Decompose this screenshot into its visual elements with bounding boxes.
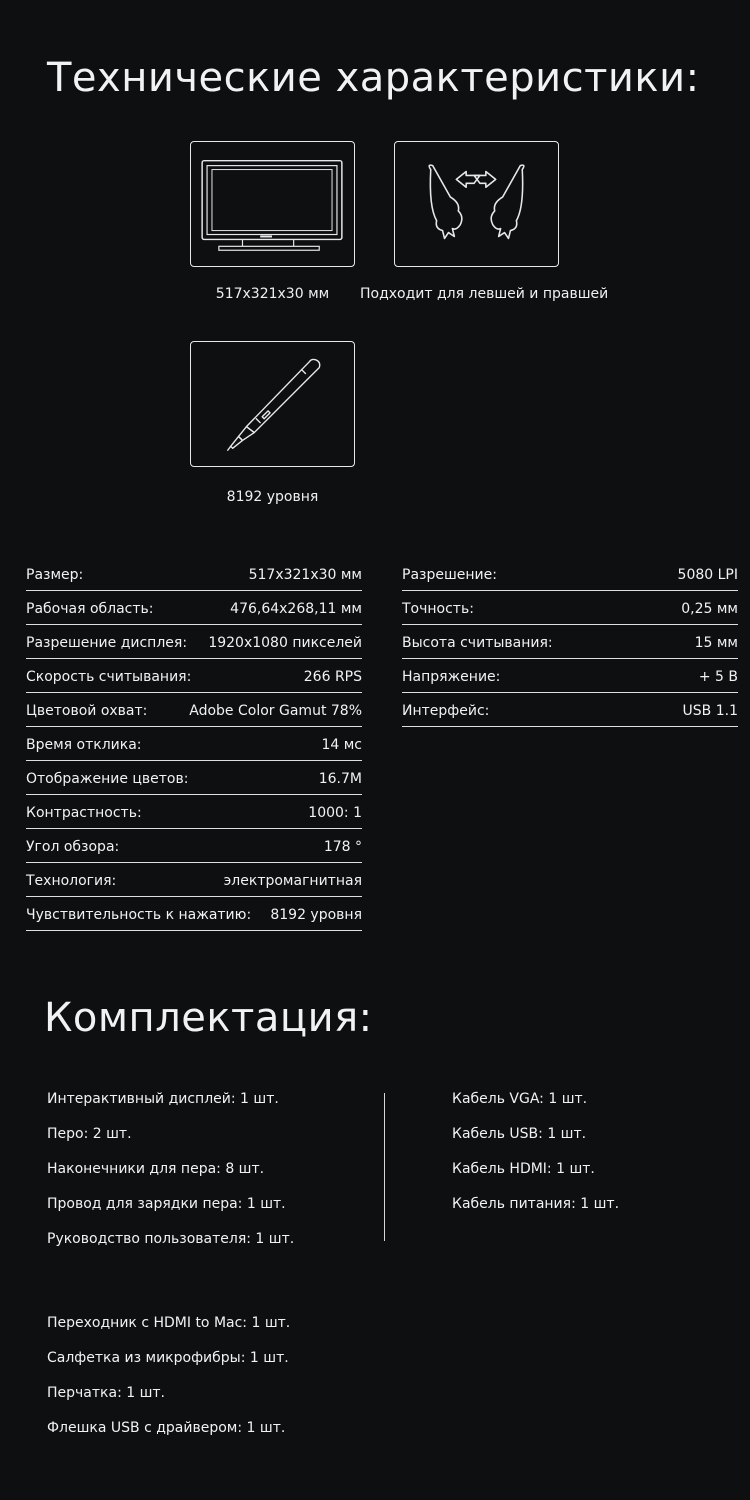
list-item: Руководство пользователя: 1 шт. bbox=[47, 1231, 295, 1247]
list-item: Перо: 2 шт. bbox=[47, 1126, 132, 1142]
spec-row bbox=[402, 625, 738, 659]
spec-value: 476,64x268,11 мм bbox=[230, 600, 362, 617]
kit-title: Комплектация: bbox=[44, 995, 373, 1041]
spec-value: 15 мм bbox=[694, 634, 738, 651]
list-item: Кабель питания: 1 шт. bbox=[452, 1196, 620, 1212]
spec-label: Рабочая область: bbox=[26, 600, 154, 617]
specs-title: Технические характеристики: bbox=[47, 55, 700, 101]
list-item: Флешка USB с драйвером: 1 шт. bbox=[47, 1420, 286, 1436]
list-item: Перчатка: 1 шт. bbox=[47, 1385, 166, 1401]
spec-label: Размер: bbox=[26, 566, 84, 583]
spec-row bbox=[402, 693, 738, 727]
spec-value: USB 1.1 bbox=[682, 702, 738, 719]
spec-value: 16.7M bbox=[318, 770, 362, 787]
spec-row bbox=[26, 829, 362, 863]
spec-row bbox=[26, 659, 362, 693]
feature-card-hands bbox=[394, 141, 559, 267]
spec-label: Контрастность: bbox=[26, 804, 142, 821]
spec-label: Точность: bbox=[402, 600, 474, 617]
spec-row bbox=[26, 693, 362, 727]
pen-icon bbox=[191, 342, 354, 466]
spec-value: Adobe Color Gamut 78% bbox=[189, 702, 362, 719]
list-item: Салфетка из микрофибры: 1 шт. bbox=[47, 1350, 289, 1366]
spec-value: электромагнитная bbox=[223, 872, 362, 889]
spec-value: 14 мс bbox=[321, 736, 362, 753]
feature-card-size bbox=[190, 141, 355, 267]
spec-label: Интерфейс: bbox=[402, 702, 490, 719]
spec-value: 0,25 мм bbox=[681, 600, 738, 617]
kit-list-bottom bbox=[47, 1306, 290, 1446]
spec-label: Разрешение дисплея: bbox=[26, 634, 188, 651]
list-item: Переходник с HDMI to Mac: 1 шт. bbox=[47, 1315, 291, 1331]
spec-row bbox=[26, 897, 362, 931]
spec-label: Угол обзора: bbox=[26, 838, 120, 855]
spec-value: 178 ° bbox=[323, 838, 362, 855]
list-item: Кабель VGA: 1 шт. bbox=[452, 1091, 588, 1107]
spec-row bbox=[26, 863, 362, 897]
spec-label: Скорость считывания: bbox=[26, 668, 192, 685]
spec-row bbox=[26, 761, 362, 795]
spec-label: Отображение цветов: bbox=[26, 770, 189, 787]
spec-value: 5080 LPI bbox=[677, 566, 738, 583]
specs-table-left bbox=[26, 557, 362, 931]
spec-label: Напряжение: bbox=[402, 668, 501, 685]
hands-icon bbox=[395, 142, 558, 266]
list-item: Наконечники для пера: 8 шт. bbox=[47, 1161, 265, 1177]
monitor-icon bbox=[191, 142, 354, 266]
spec-value: + 5 В bbox=[698, 668, 738, 685]
list-item: Провод для зарядки пера: 1 шт. bbox=[47, 1196, 286, 1212]
kit-list-left bbox=[47, 1082, 294, 1257]
spec-row bbox=[402, 659, 738, 693]
spec-label: Время отклика: bbox=[26, 736, 142, 753]
feature-card-pen bbox=[190, 341, 355, 467]
list-item: Кабель USB: 1 шт. bbox=[452, 1126, 587, 1142]
feature-caption: 8192 уровня bbox=[226, 489, 319, 505]
list-item: Кабель HDMI: 1 шт. bbox=[452, 1161, 595, 1177]
kit-list-right bbox=[452, 1082, 619, 1222]
spec-row bbox=[402, 591, 738, 625]
spec-label: Цветовой охват: bbox=[26, 702, 148, 719]
list-item: Интерактивный дисплей: 1 шт. bbox=[47, 1091, 279, 1107]
spec-row bbox=[26, 727, 362, 761]
divider bbox=[384, 1093, 385, 1241]
spec-label: Разрешение: bbox=[402, 566, 497, 583]
feature-caption: 517x321x30 мм bbox=[215, 286, 330, 302]
feature-caption: Подходит для левшей и правшей bbox=[360, 286, 609, 302]
spec-value: 517x321x30 мм bbox=[248, 566, 362, 583]
spec-label: Высота считывания: bbox=[402, 634, 553, 651]
spec-value: 1000: 1 bbox=[308, 804, 362, 821]
spec-label: Чувствительность к нажатию: bbox=[26, 906, 252, 923]
spec-row bbox=[26, 625, 362, 659]
spec-label: Технология: bbox=[26, 872, 117, 889]
spec-row bbox=[26, 591, 362, 625]
spec-value: 266 RPS bbox=[303, 668, 362, 685]
spec-row bbox=[26, 557, 362, 591]
spec-value: 8192 уровня bbox=[270, 906, 362, 923]
spec-row bbox=[402, 557, 738, 591]
spec-row bbox=[26, 795, 362, 829]
spec-value: 1920x1080 пикселей bbox=[208, 634, 362, 651]
specs-table-right bbox=[402, 557, 738, 727]
